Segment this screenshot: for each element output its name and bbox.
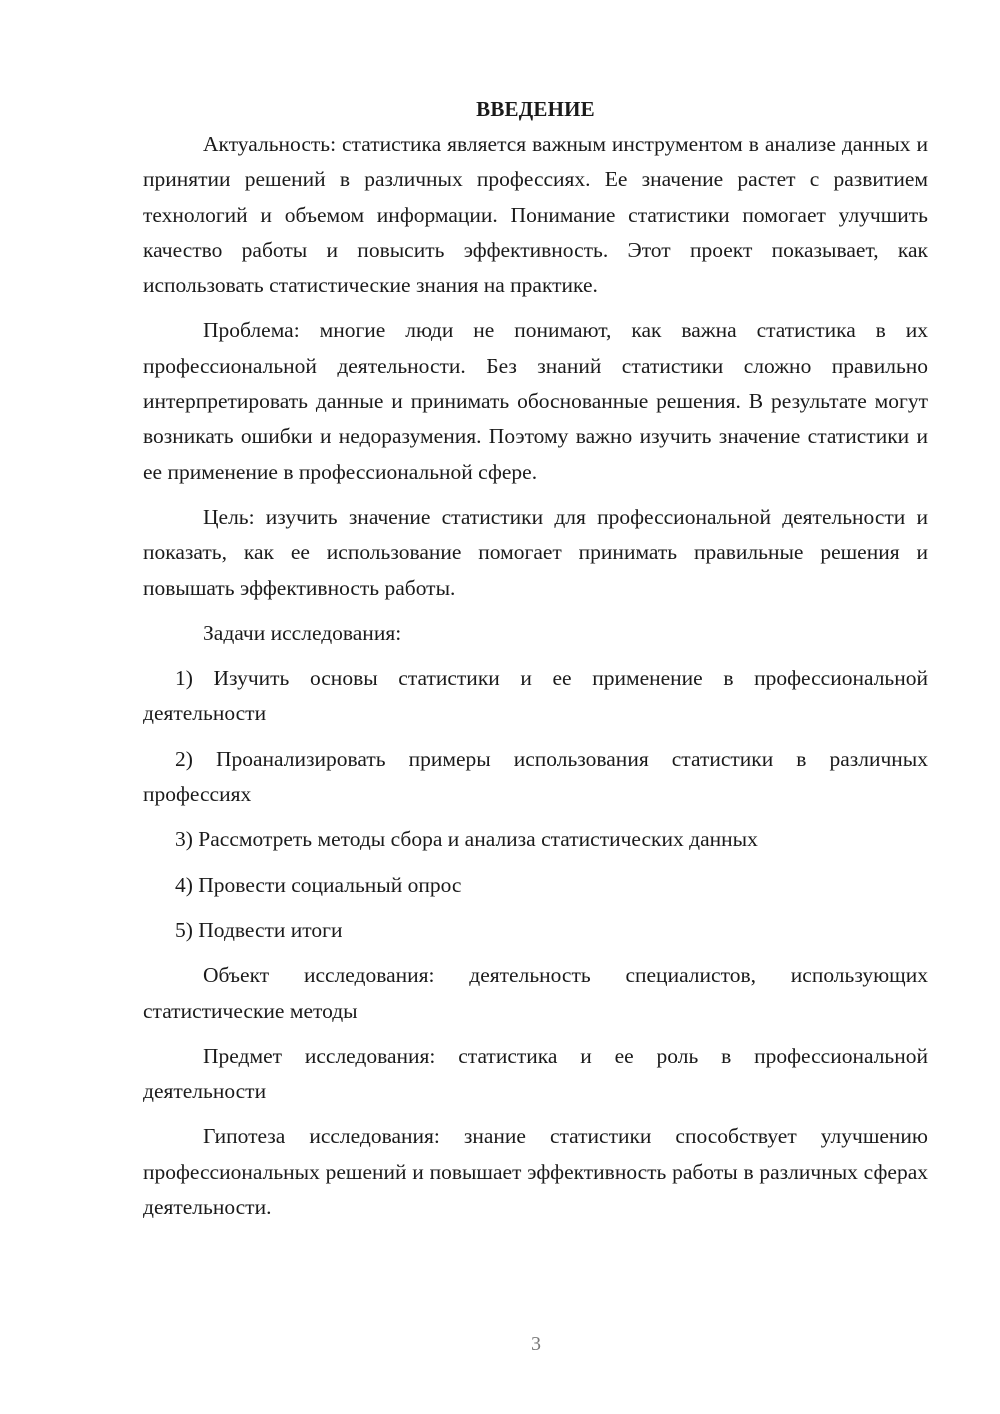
- task-item-5: 5) Подвести итоги: [175, 917, 343, 942]
- section-title: ВВЕДЕНИЕ: [476, 97, 595, 121]
- task-item-2: 2) Проанализировать примеры использования статистики в различных профессиях: [143, 746, 928, 807]
- task-item-3: 3) Рассмотреть методы сбора и анализа статистических данных: [175, 827, 758, 852]
- paragraph-goal: Цель: изучить значение статистики для профессиональной деятельности и показать, как ее использование помогает принимать правильные решения и повышать эффективность работы.: [143, 504, 928, 600]
- paragraph-tasks-heading: Задачи исследования:: [203, 620, 402, 645]
- task-item-4: 4) Провести социальный опрос: [175, 872, 462, 897]
- document-page: [143, 92, 928, 1225]
- paragraph-problem: Проблема: многие люди не понимают, как важна статистика в их профессиональной деятельности. Без знаний статистики сложно правильно интерпретировать данные и принимать обоснованные решения. В результате могут возникать ошибки и недоразумения. Поэтому важно изучить значение статистики и ее применение в профессиональной сфере.: [143, 318, 928, 484]
- paragraph-subject: Предмет исследования: статистика и ее роль в профессиональной деятельности: [143, 1043, 928, 1104]
- page-number: 3: [531, 1333, 541, 1355]
- task-item-1: 1) Изучить основы статистики и ее применение в профессиональной деятельности: [143, 666, 928, 726]
- paragraph-relevance: Актуальность: статистика является важным инструментом в анализе данных и принятии решений в различных профессиях. Ее значение растет с развитием технологий и объемом информации. Понимание статистики помогает улучшить качество работы и повысить эффективность. Этот проект показывает, как использовать статистические знания на практике.: [143, 132, 928, 298]
- paragraph-object: Объект исследования: деятельность специалистов, использующих статистические методы: [143, 963, 928, 1023]
- paragraph-hypothesis: Гипотеза исследования: знание статистики способствует улучшению профессиональных решений и повышает эффективность работы в различных сферах деятельности.: [143, 1124, 928, 1220]
